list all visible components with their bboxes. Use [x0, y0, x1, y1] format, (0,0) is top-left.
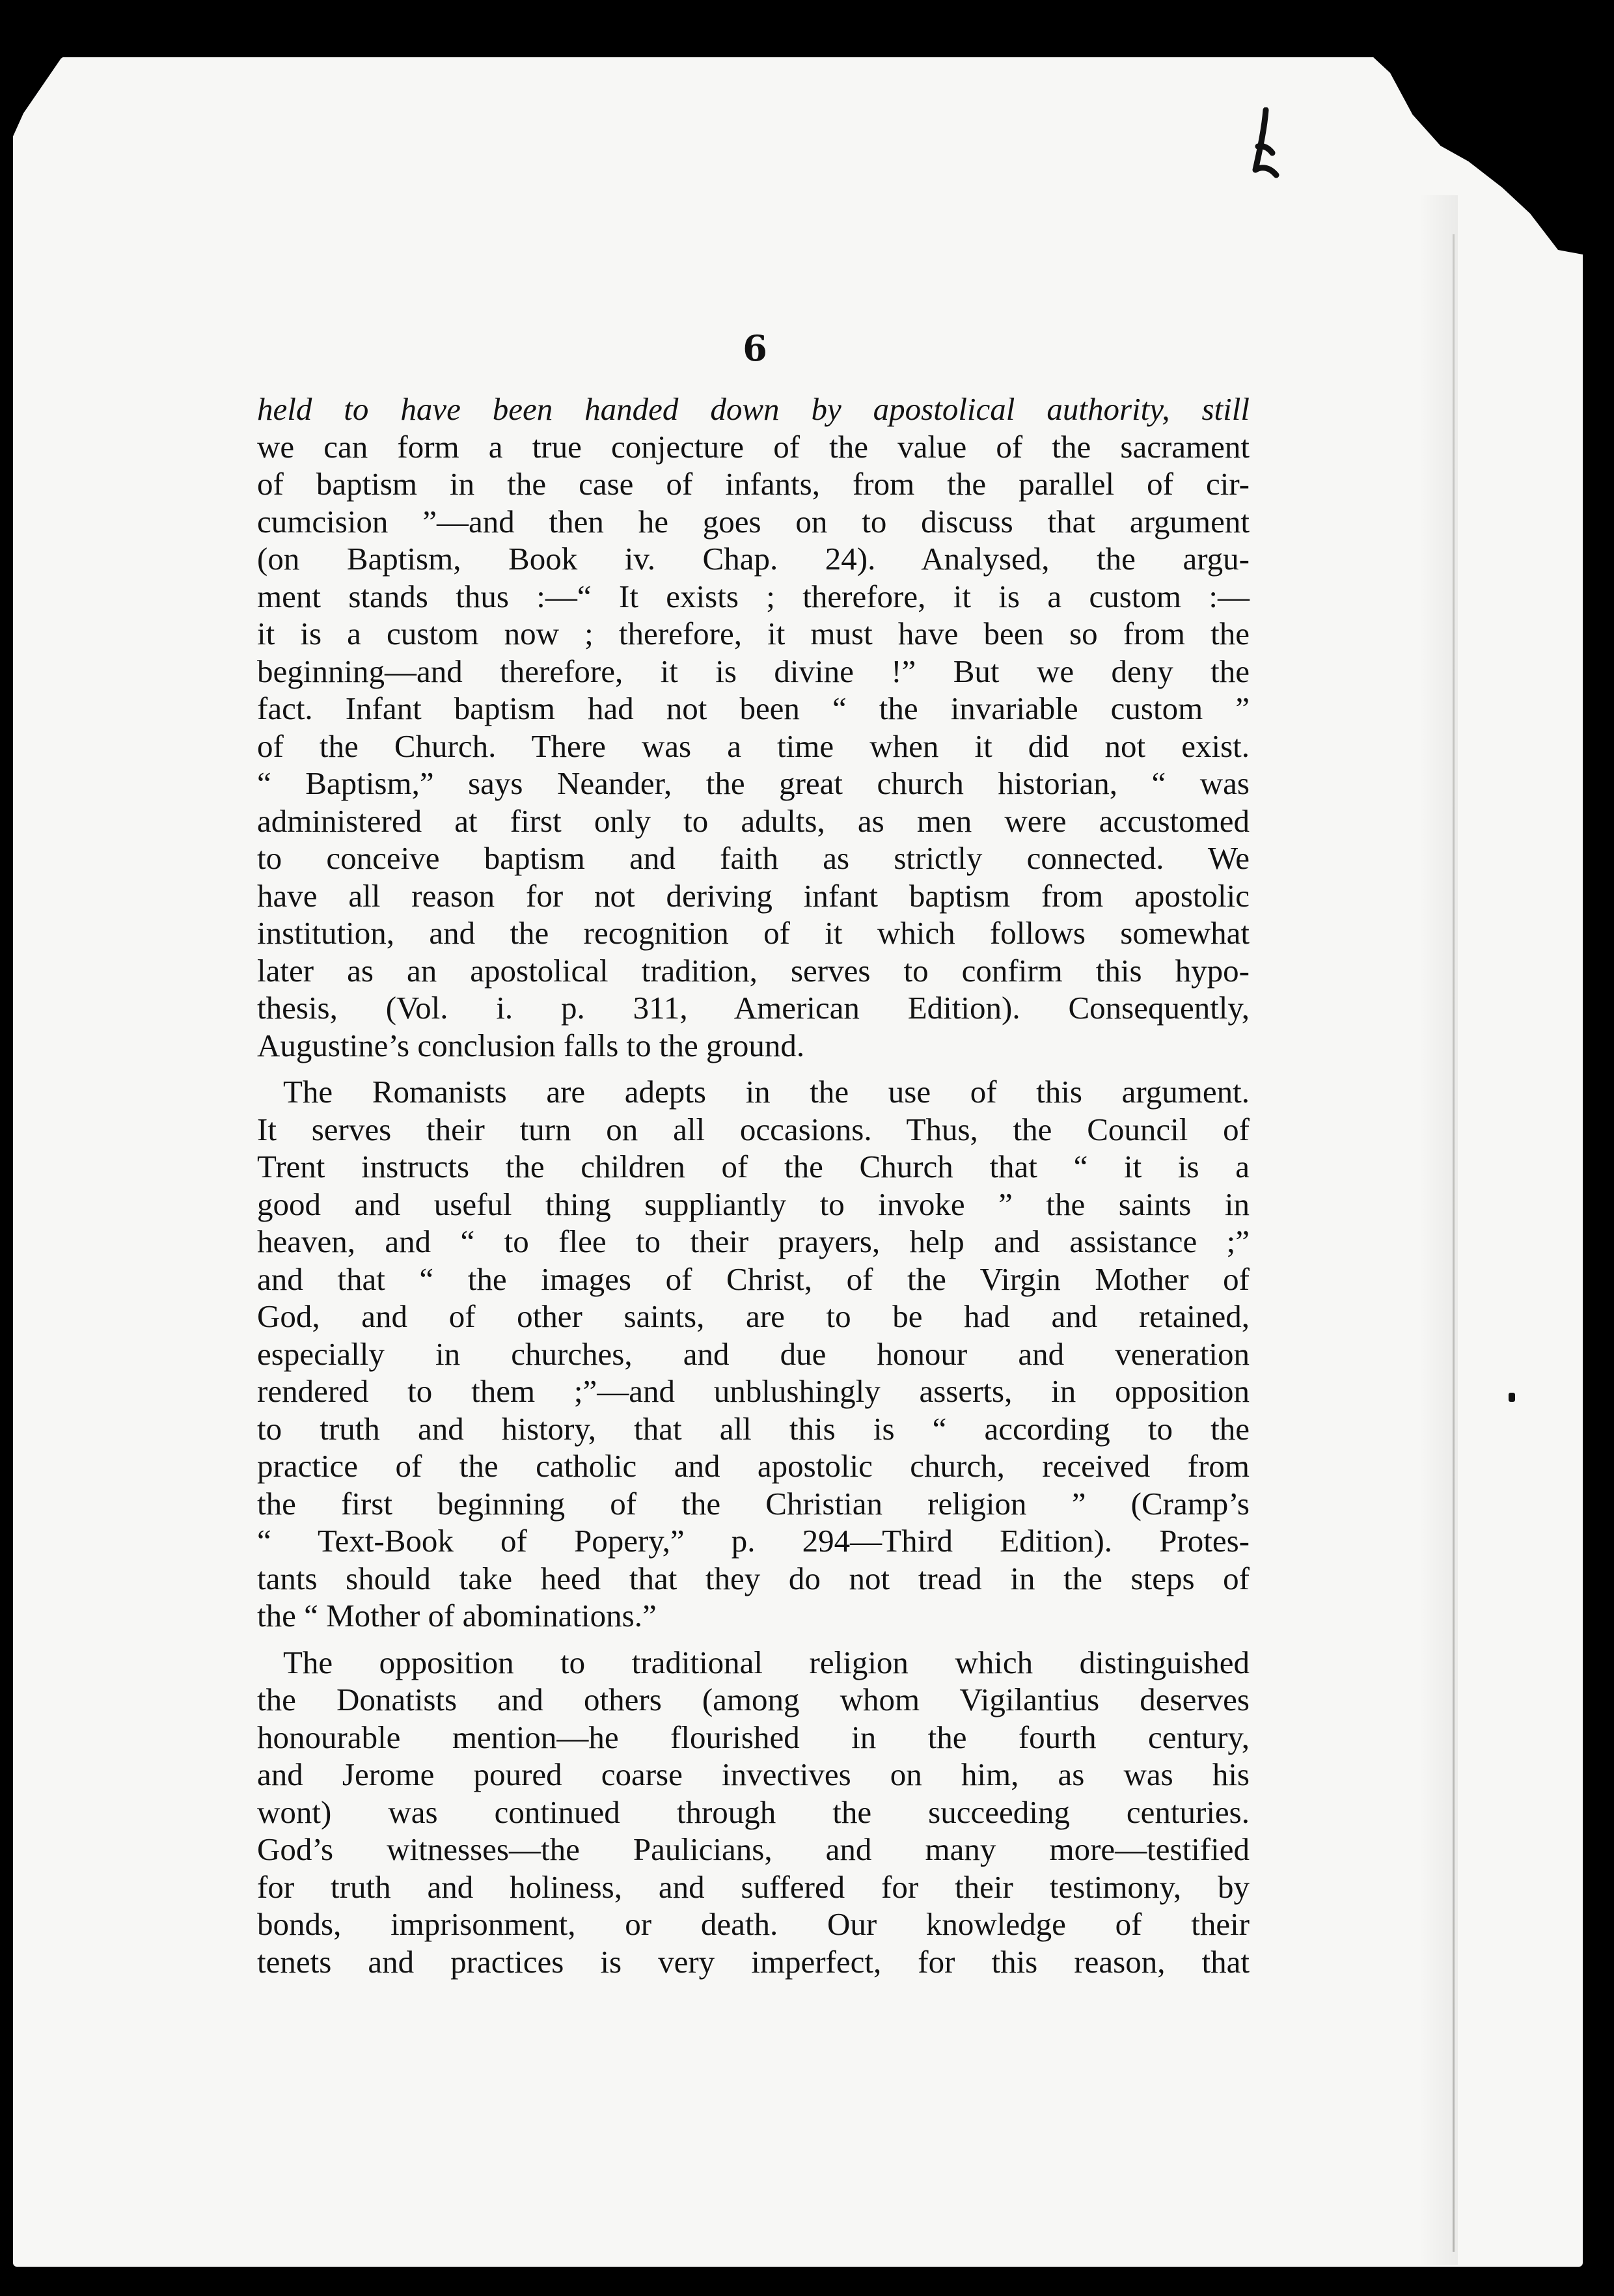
margin-speck: [1509, 1393, 1515, 1402]
text-line: to truth and history, that all this is “ according to the: [257, 1410, 1250, 1447]
gutter-shadow: [1419, 195, 1458, 2265]
text-line: Augustine’s conclusion falls to the ground.: [257, 1027, 805, 1063]
text-line: thesis, (Vol. i. p. 311, American Edition). Consequently,: [257, 990, 1250, 1026]
handwritten-mark-icon: [1246, 107, 1285, 185]
text-line: to conceive baptism and faith as strictly connected. We: [257, 840, 1250, 876]
text-line: administered at first only to adults, as men were accustomed: [257, 802, 1250, 839]
text-line: the “ Mother of abominations.”: [257, 1598, 657, 1633]
text-line: The Romanists are adepts in the use of this argument.: [283, 1074, 1250, 1110]
text-line: (on Baptism, Book iv. Chap. 24). Analysed, the argu-: [257, 541, 1250, 577]
text-line: “ Text-Book of Popery,” p. 294—Third Edition). Protes-: [257, 1523, 1250, 1559]
text-line: and that “ the images of Christ, of the Virgin Mother of: [257, 1261, 1250, 1297]
page-number: 6: [743, 327, 767, 369]
text-line: honourable mention—he flourished in the fourth century,: [257, 1719, 1250, 1755]
text-line: it is a custom now ; therefore, it must have been so from the: [257, 616, 1250, 651]
text-line: rendered to them ;”—and unblushingly asserts, in opposition: [257, 1373, 1250, 1409]
text-line: good and useful thing suppliantly to invoke ” the saints in: [257, 1186, 1250, 1222]
text-line: God, and of other saints, are to be had and retained,: [257, 1298, 1250, 1334]
text-line: tenets and practices is very imperfect, for this reason, that: [257, 1943, 1250, 1980]
text-line: tants should take heed that they do not tread in the steps of: [257, 1560, 1250, 1596]
text-line: the Donatists and others (among whom Vigilantius deserves: [257, 1682, 1250, 1717]
text-line: God’s witnesses—the Paulicians, and many more—testified: [257, 1831, 1250, 1867]
text-line: for truth and holiness, and suffered for their testimony, by: [257, 1868, 1250, 1905]
text-line: “ Baptism,” says Neander, the great church historian, “ was: [257, 765, 1250, 801]
text-line: heaven, and “ to flee to their prayers, help and assistance ;”: [257, 1223, 1250, 1259]
text-line: fact. Infant baptism had not been “ the invariable custom ”: [257, 690, 1250, 726]
text-line: and Jerome poured coarse invectives on him, as was his: [257, 1756, 1250, 1792]
text-line: The opposition to traditional religion which distinguished: [283, 1644, 1250, 1680]
text-line: Trent instructs the children of the Church that “ it is a: [257, 1149, 1250, 1184]
text-line: ment stands thus :—“ It exists ; therefore, it is a custom :—: [257, 578, 1250, 614]
fold-line: [1453, 234, 1455, 2252]
text-line: bonds, imprisonment, or death. Our knowledge of their: [257, 1906, 1250, 1942]
text-line: of the Church. There was a time when it did not exist.: [257, 728, 1250, 764]
text-line: practice of the catholic and apostolic church, received from: [257, 1448, 1250, 1484]
text-line: later as an apostolical tradition, serves to confirm this hypo-: [257, 952, 1250, 989]
text-line: held to have been handed down by apostolical authority, still: [257, 391, 1250, 427]
text-line: especially in churches, and due honour and veneration: [257, 1335, 1250, 1372]
text-line: cumcision ”—and then he goes on to discuss that argument: [257, 503, 1250, 540]
text-line: institution, and the recognition of it which follows somewhat: [257, 915, 1250, 951]
text-line: wont) was continued through the succeeding centuries.: [257, 1794, 1250, 1830]
text-line: have all reason for not deriving infant baptism from apostolic: [257, 877, 1250, 914]
body-text: [257, 390, 1250, 1980]
text-line: we can form a true conjecture of the value of the sacrament: [257, 428, 1250, 465]
text-line: the first beginning of the Christian religion ” (Cramp’s: [257, 1485, 1250, 1522]
text-line: beginning—and therefore, it is divine !” But we deny the: [257, 653, 1250, 689]
text-line: It serves their turn on all occasions. Thus, the Council of: [257, 1111, 1250, 1147]
text-line: of baptism in the case of infants, from the parallel of cir-: [257, 466, 1250, 502]
